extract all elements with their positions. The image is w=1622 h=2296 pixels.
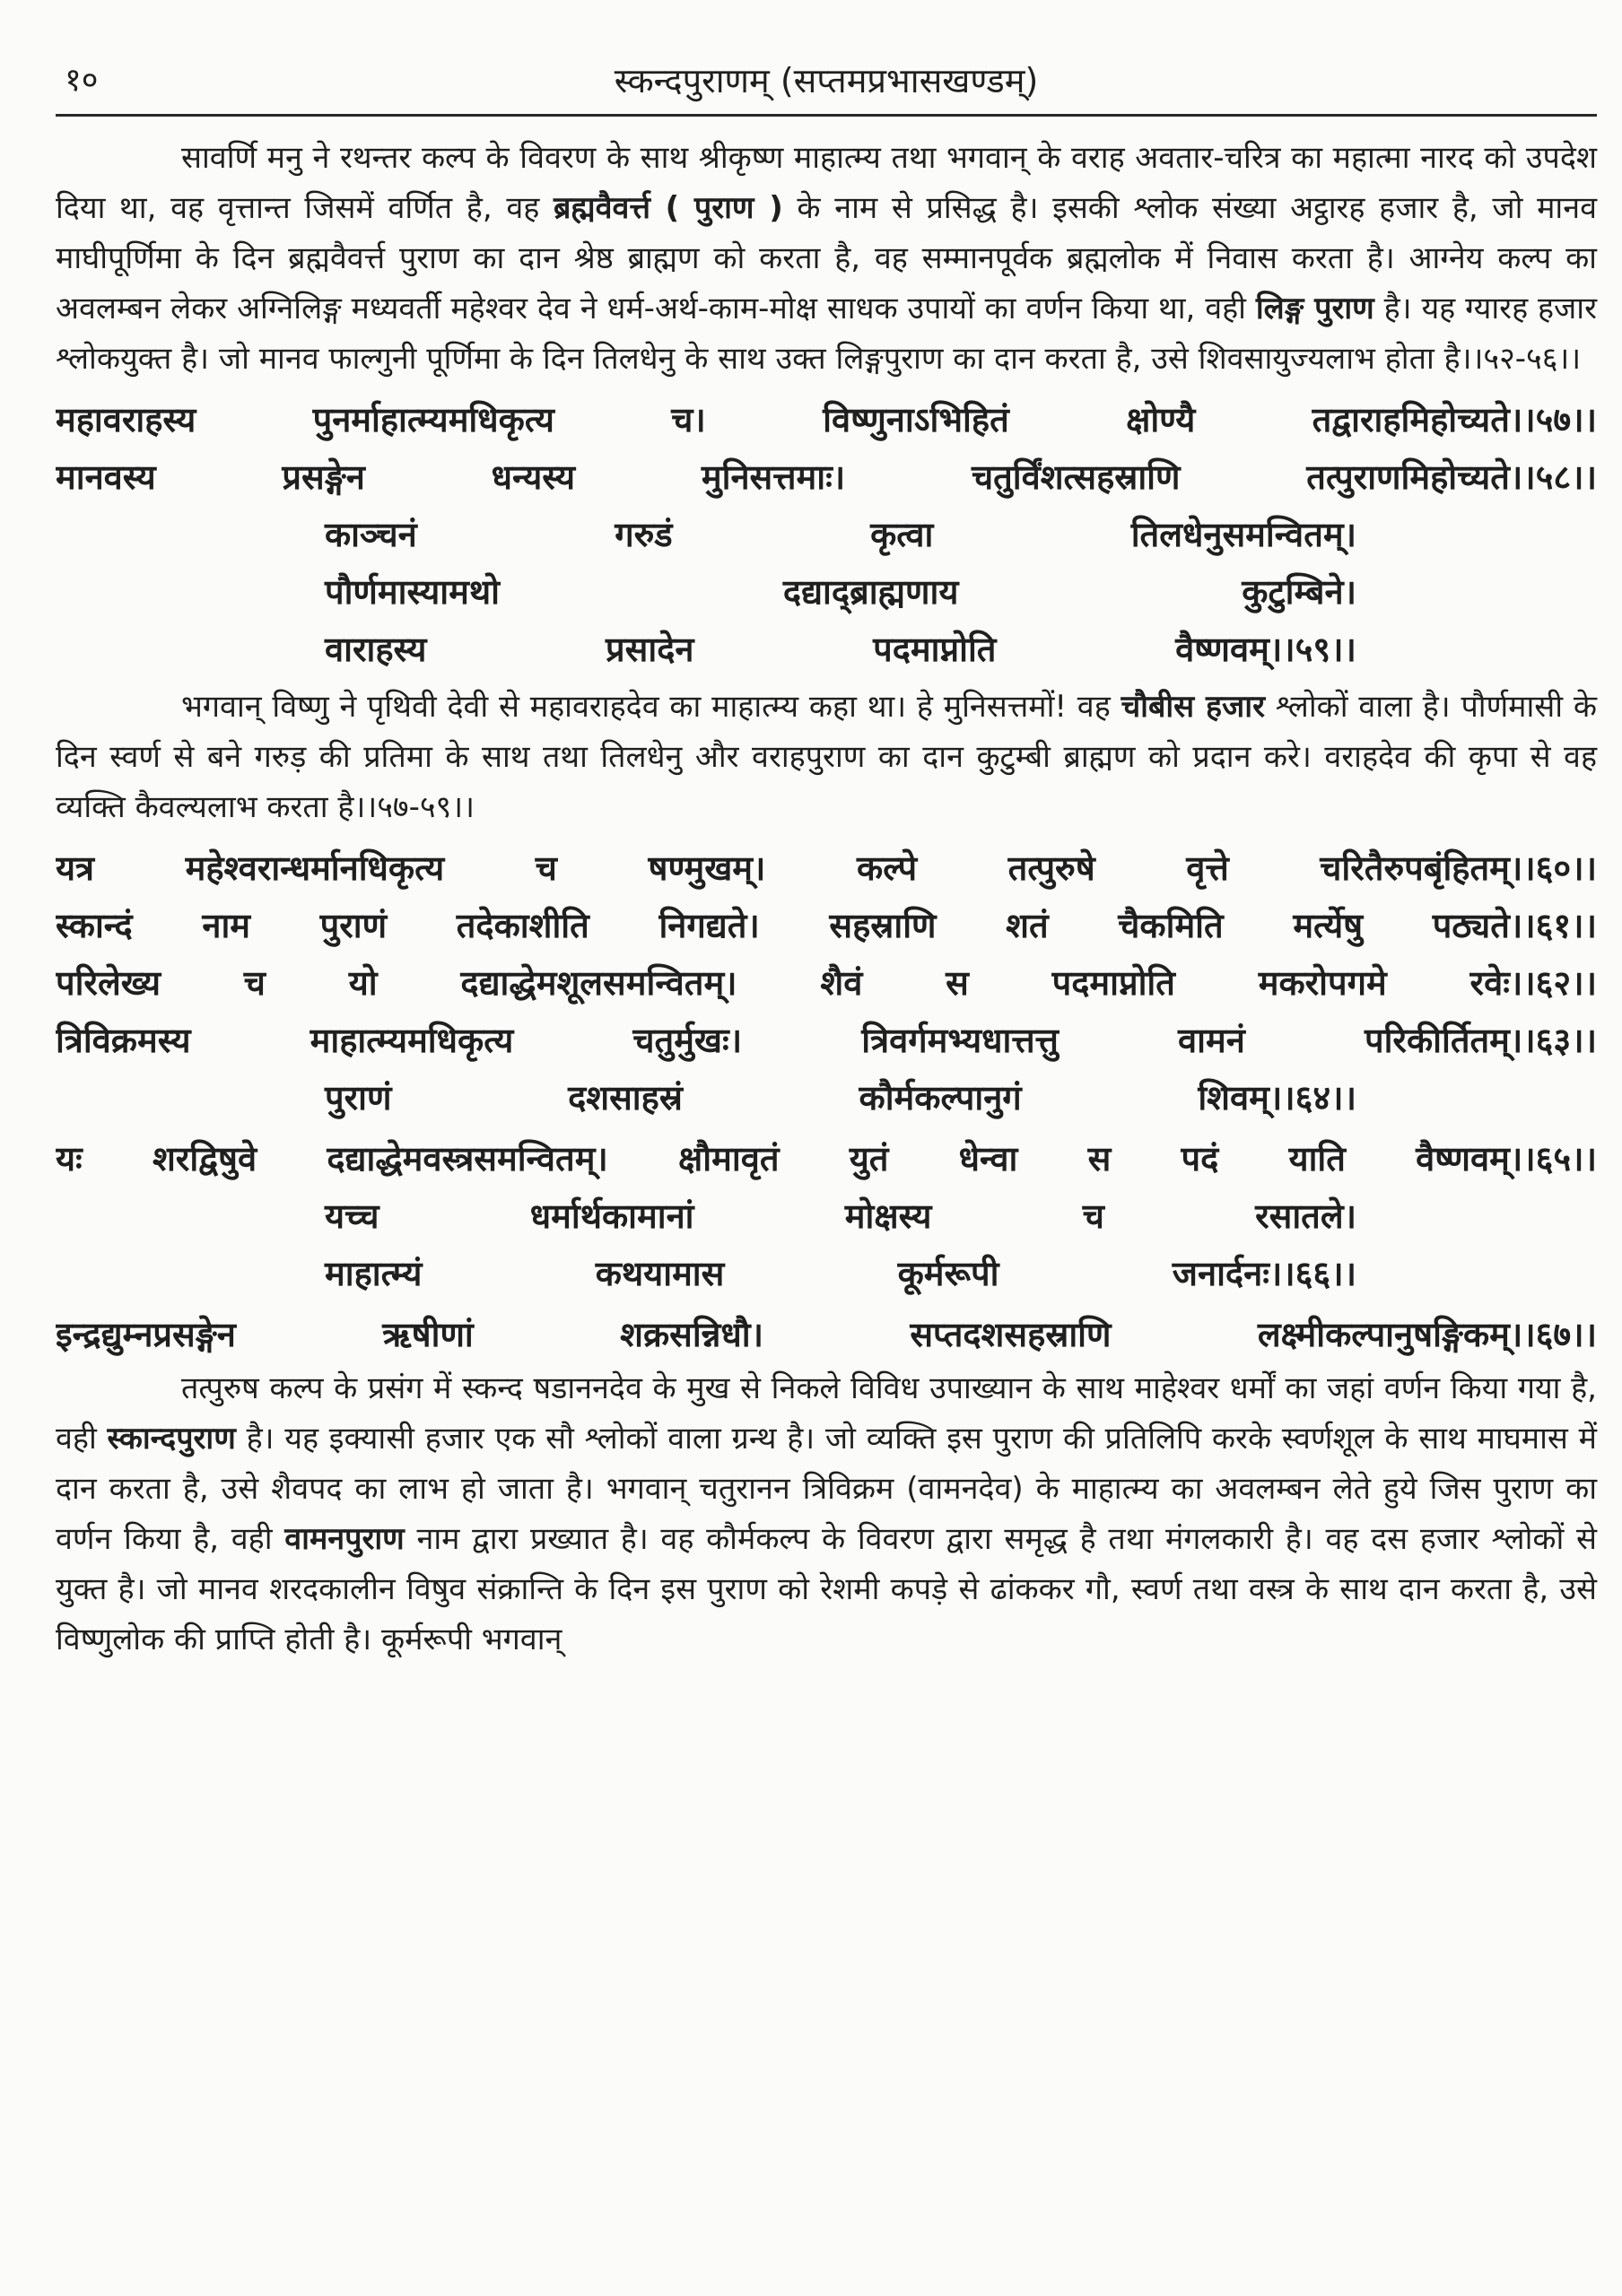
emphasized-title: लिङ्ग पुराण	[1255, 291, 1374, 326]
stanza-word: तिलधेनुसमन्वितम्।	[1130, 515, 1356, 554]
stanza-word: वैष्णवम्।।५९।।	[1175, 630, 1356, 669]
stanza-word: माहात्म्यं	[325, 1254, 423, 1293]
stanza-word: रसातले।	[1255, 1196, 1356, 1236]
stanza-line	[325, 506, 1356, 563]
stanza-line	[325, 1069, 1356, 1126]
emphasized-title: वामनपुराण	[284, 1521, 405, 1557]
stanza-word: जनार्दनः।।६६।।	[1172, 1254, 1356, 1293]
stanza-word: कौर्मकल्पानुगं	[859, 1078, 1022, 1118]
prose-text: तत्पुरुष कल्प के प्रसंग में स्कन्द षडाननदेव के मुख से निकले विविध उपाख्यान के साथ माहेश्वर धर्मों का जहां वर्णन किया गया है, वही	[56, 1370, 1597, 1457]
verse-line: त्रिविक्रमस्य माहात्म्यमधिकृत्य चतुर्मुखः। त्रिवर्गमभ्यधात्तत्तु वामनं परिकीर्तितम्।।६३।।	[56, 1021, 1597, 1060]
verse-line: स्कान्दं नाम पुराणं तदेकाशीति निगद्यते। सहस्राणि शतं चैकमिति मर्त्येषु पठ्यते।।६१।।	[56, 906, 1597, 945]
prose-text: के नाम से प्रसिद्ध है। इसकी श्लोक संख्या अट्ठारह हजार है, जो मानव माघीपूर्णिमा के दिन ब्रह्मवैवर्त्त पुराण का दान श्रेष्ठ ब्राह्मण को करता है, वह सम्मानपूर्वक ब्रह्मलोक में निवास करता है। आग्नेय कल्प का अवलम्बन लेकर अग्निलिङ्ग मध्यवर्ती महेश्वर देव ने धर्म-अर्थ-काम-मोक्ष साधक उपायों का वर्णन किया था, वही	[56, 190, 1597, 326]
stanza-word: दद्याद्ब्राह्मणाय	[782, 572, 959, 612]
verse-line: इन्द्रद्युम्नप्रसङ्गेन ऋषीणां शक्रसन्निधौ। सप्तदशसहस्राणि लक्ष्मीकल्पानुषङ्गिकम्।।६७।।	[56, 1315, 1597, 1354]
verse-stanza	[56, 1187, 1597, 1302]
stanza-word: कूर्मरूपी	[897, 1254, 999, 1293]
stanza-word: कुटुम्बिने।	[1242, 572, 1356, 612]
book-page	[56, 54, 1597, 2260]
stanza-word: मोक्षस्य	[844, 1196, 932, 1236]
stanza-line	[325, 563, 1356, 621]
page-header	[56, 54, 1597, 117]
page-number: १०	[65, 62, 99, 99]
stanza-line	[325, 1187, 1356, 1245]
verse-stanza	[56, 506, 1597, 678]
verse-line: यत्र महेश्वरान्धर्मानधिकृत्य च षण्मुखम्। कल्पे तत्पुरुषे वृत्ते चरितैरुपबृंहितम्।।६०।।	[56, 848, 1597, 888]
stanza-word: कथयामास	[595, 1254, 725, 1293]
emphasized-title: चौबीस हजार	[1121, 689, 1265, 725]
stanza-line	[325, 621, 1356, 678]
stanza-word: च	[1082, 1196, 1104, 1236]
verse-line: मानवस्य प्रसङ्गेन धन्यस्य मुनिसत्तमाः। चतुर्विंशत्सहस्राणि तत्पुराणमिहोच्यते।।५८।।	[56, 457, 1597, 497]
verse-stanza	[56, 1069, 1597, 1126]
stanza-word: पौर्णमास्यामथो	[325, 572, 500, 612]
stanza-word: प्रसादेन	[606, 630, 694, 669]
stanza-word: धर्मार्थकामानां	[529, 1196, 694, 1236]
prose-paragraph	[56, 133, 1597, 384]
prose-paragraph	[56, 682, 1597, 832]
prose-text: सावर्णि मनु ने रथन्तर कल्प के विवरण के साथ श्रीकृष्ण माहात्म्य तथा भगवान् के वराह अवतार-चरित्र का महात्मा नारद को उपदेश दिया था, वह वृत्तान्त जिसमें वर्णित है, वह	[56, 140, 1597, 226]
verse-line: महावराहस्य पुनर्माहात्म्यमधिकृत्य च। विष्णुनाऽभिहितं क्षोण्यै तद्वाराहमिहोच्यते।।५७।।	[56, 400, 1597, 439]
prose-text: श्लोकों वाला है। पौर्णमासी के दिन स्वर्ण से बने गरुड़ की प्रतिमा के साथ तथा तिलधेनु और वराहपुराण का दान कुटुम्बी ब्राह्मण को प्रदान करे। वराहदेव की कृपा से वह व्यक्ति कैवल्यलाभ करता है।।५७-५९।।	[56, 689, 1597, 825]
stanza-word: पुराणं	[325, 1078, 392, 1118]
stanza-word: काञ्चनं	[325, 515, 417, 554]
stanza-word: पदमाप्नोति	[873, 630, 997, 669]
verse-line: यः शरद्विषुवे दद्याद्धेमवस्त्रसमन्वितम्। क्षौमावृतं युतं धेन्वा स पदं याति वैष्णवम्।।६५।।	[56, 1139, 1597, 1178]
emphasized-title: ब्रह्मवैवर्त्त ( पुराण )	[553, 190, 783, 226]
emphasized-title: स्कान्दपुराण	[107, 1421, 236, 1457]
page-body	[56, 133, 1597, 1665]
prose-paragraph	[56, 1363, 1597, 1665]
stanza-word: यच्च	[325, 1196, 379, 1236]
stanza-word: दशसाहस्रं	[568, 1078, 683, 1118]
running-title: स्कन्दपुराणम् (सप्तमप्रभासखण्डम्)	[614, 61, 1039, 100]
stanza-line	[325, 1245, 1356, 1302]
prose-text: नाम द्वारा प्रख्यात है। वह कौर्मकल्प के विवरण द्वारा समृद्ध है तथा मंगलकारी है। वह दस हजार श्लोकों से युक्त है। जो मानव शरदकालीन विषुव संक्रान्ति के दिन इस पुराण को रेशमी कपड़े से ढांककर गौ, स्वर्ण तथा वस्त्र के साथ दान करता है, उसे विष्णुलोक की प्राप्ति होती है। कूर्मरूपी भगवान्	[56, 1521, 1598, 1657]
stanza-word: गरुडं	[615, 515, 673, 554]
stanza-word: शिवम्।।६४।।	[1198, 1078, 1356, 1118]
stanza-word: कृत्वा	[870, 515, 934, 554]
verse-line: परिलेख्य च यो दद्याद्धेमशूलसमन्वितम्। शैवं स पदमाप्नोति मकरोपगमे रवेः।।६२।।	[56, 963, 1597, 1003]
prose-text: भगवान् विष्णु ने पृथिवी देवी से महावराहदेव का माहात्म्य कहा था। हे मुनिसत्तमों! वह	[181, 689, 1121, 725]
prose-text: है। यह ग्यारह हजार श्लोकयुक्त है। जो मानव फाल्गुनी पूर्णिमा के दिन तिलधेनु के साथ उक्त लिङ्गपुराण का दान करता है, उसे शिवसायुज्यलाभ होता है।।५२-५६।।	[56, 291, 1597, 377]
prose-text: है। यह इक्यासी हजार एक सौ श्लोकों वाला ग्रन्थ है। जो व्यक्ति इस पुराण की प्रतिलिपि करके स्वर्णशूल के साथ माघमास में दान करता है, उसे शैवपद का लाभ हो जाता है। भगवान् चतुरानन त्रिविक्रम (वामनदेव) के माहात्म्य का अवलम्बन लेते हुये जिस पुराण का वर्णन किया है, वही	[56, 1421, 1597, 1557]
stanza-word: वाराहस्य	[325, 630, 427, 669]
